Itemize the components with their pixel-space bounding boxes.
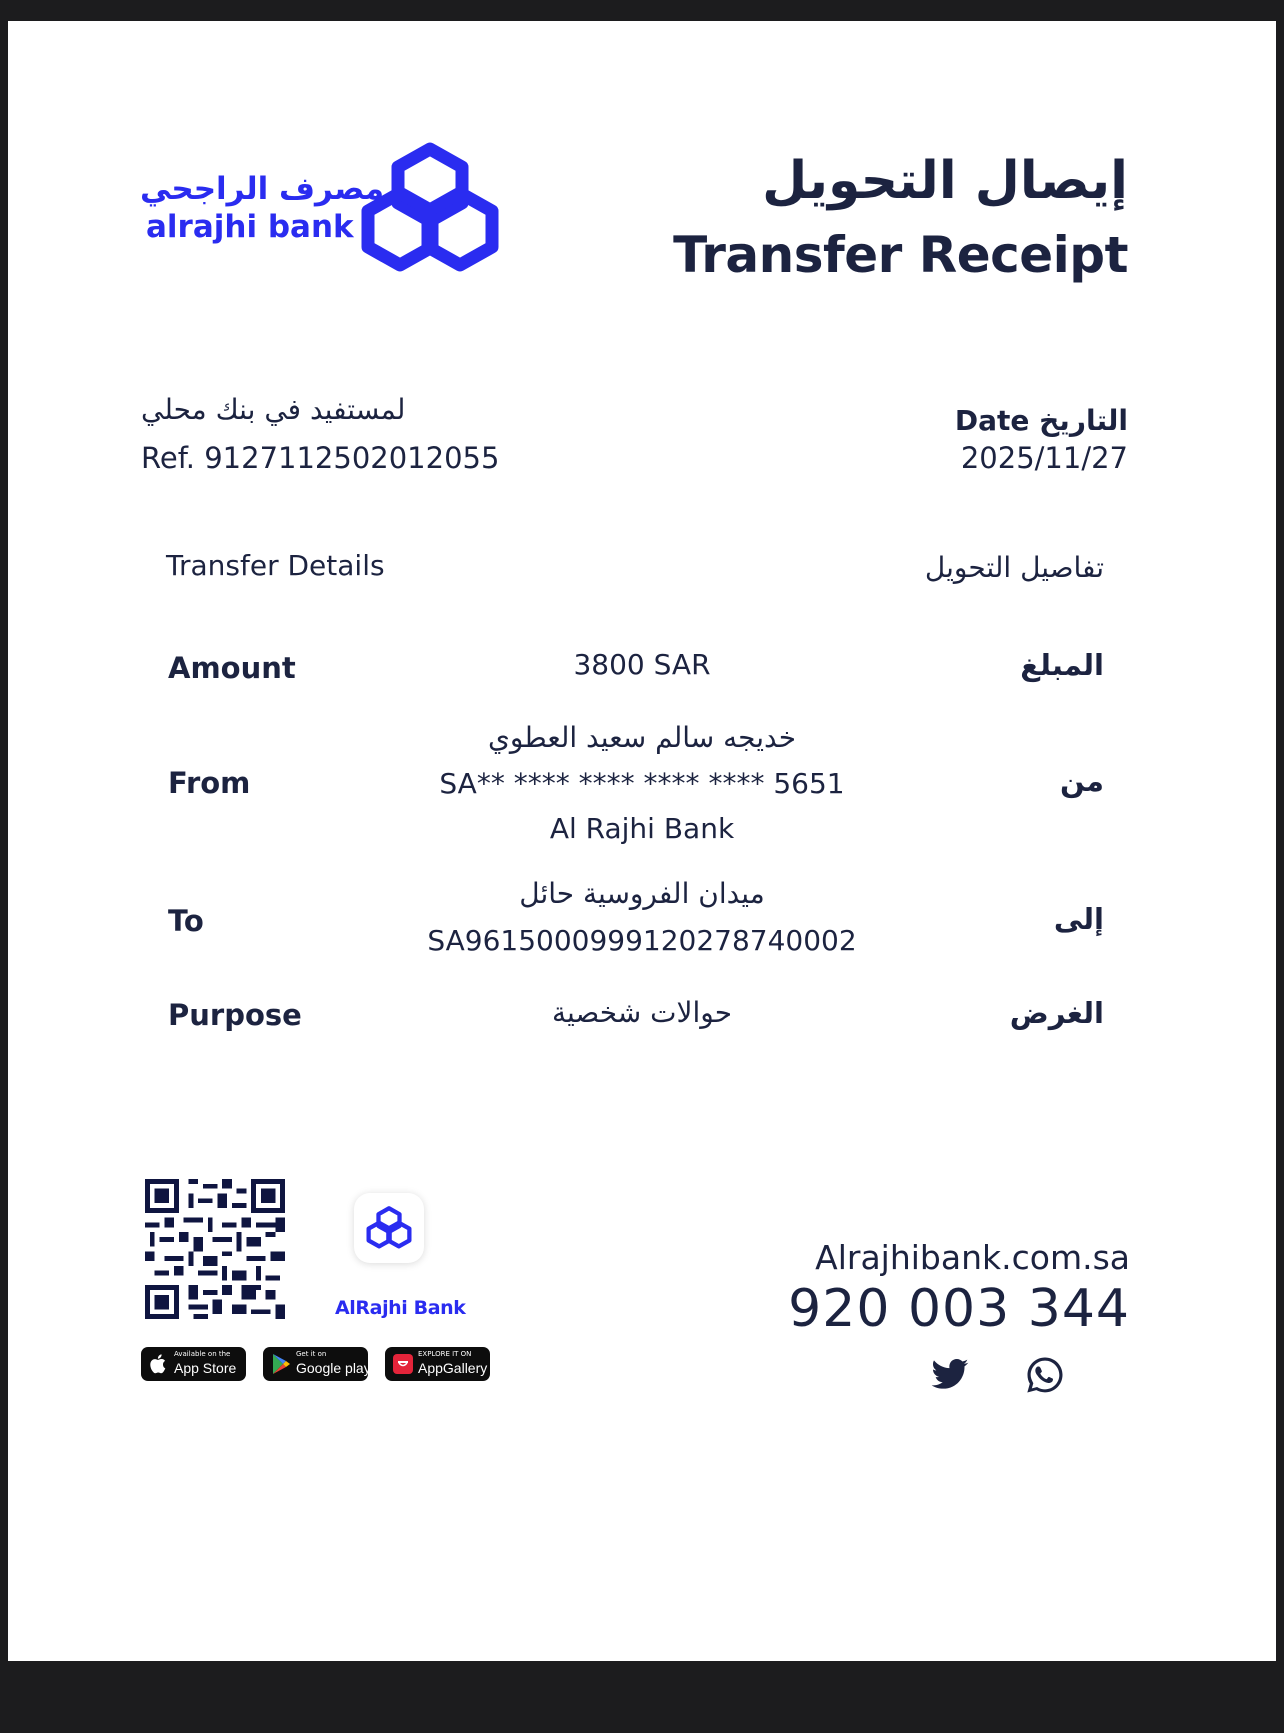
section-title-english: Transfer Details bbox=[166, 549, 385, 582]
purpose-value: حوالات شخصية bbox=[551, 996, 733, 1029]
purpose-label-arabic: الغرض bbox=[1009, 996, 1104, 1030]
from-bank: Al Rajhi Bank bbox=[549, 812, 735, 845]
date-value: 2025/11/27 bbox=[960, 441, 1128, 475]
beneficiary-type: لمستفيد في بنك محلي bbox=[141, 393, 406, 426]
store-name: AppGallery bbox=[418, 1360, 488, 1376]
app-gallery-badge[interactable] bbox=[385, 1347, 490, 1381]
google-play-badge[interactable] bbox=[263, 1347, 371, 1381]
from-label-english: From bbox=[168, 766, 251, 800]
from-account: SA** **** **** **** **** 5651 bbox=[439, 767, 845, 800]
from-name: خديجه سالم سعيد العطوي bbox=[487, 721, 797, 754]
to-label-english: To bbox=[168, 904, 204, 938]
qr-code-icon[interactable] bbox=[145, 1179, 285, 1319]
from-label-arabic: من bbox=[1059, 764, 1104, 798]
store-small-text: Available on the bbox=[174, 1350, 231, 1358]
section-title-arabic: تفاصيل التحويل bbox=[924, 551, 1104, 584]
amount-label-english: Amount bbox=[168, 651, 296, 685]
apple-icon bbox=[149, 1353, 169, 1375]
alrajhi-app-icon bbox=[366, 1205, 412, 1251]
receipt-page bbox=[8, 21, 1276, 1661]
alrajhi-logo-icon bbox=[360, 139, 500, 279]
website-link[interactable]: Alrajhibank.com.sa bbox=[815, 1238, 1130, 1277]
twitter-icon[interactable] bbox=[930, 1355, 970, 1395]
phone-number[interactable]: 920 003 344 bbox=[788, 1279, 1130, 1339]
whatsapp-icon[interactable] bbox=[1025, 1355, 1065, 1395]
amount-value: 3800 SAR bbox=[573, 648, 711, 681]
app-icon-tile[interactable] bbox=[354, 1193, 424, 1263]
store-small-text: Get it on bbox=[296, 1350, 327, 1358]
to-label-arabic: إلى bbox=[1053, 902, 1104, 936]
to-iban: SA9615000999120278740002 bbox=[427, 924, 857, 957]
purpose-label-english: Purpose bbox=[168, 998, 302, 1032]
date-label: Date التاريخ bbox=[954, 404, 1128, 437]
app-name: AlRajhi Bank bbox=[335, 1297, 466, 1319]
app-store-badge[interactable] bbox=[141, 1347, 246, 1381]
store-name: Google play bbox=[296, 1360, 371, 1376]
store-name: App Store bbox=[174, 1360, 237, 1376]
store-small-text: EXPLORE IT ON bbox=[418, 1350, 472, 1358]
huawei-icon bbox=[393, 1353, 413, 1375]
logo-text-english: alrajhi bank bbox=[146, 209, 354, 245]
title-arabic: إيصال التحويل bbox=[762, 151, 1128, 211]
logo-text-arabic: مصرف الراجحي bbox=[140, 171, 385, 207]
amount-label-arabic: المبلغ bbox=[1020, 648, 1104, 682]
to-name: ميدان الفروسية حائل bbox=[519, 877, 765, 910]
title-english: Transfer Receipt bbox=[673, 226, 1128, 284]
reference-number: Ref. 9127112502012055 bbox=[141, 441, 500, 475]
google-play-icon bbox=[271, 1353, 291, 1375]
